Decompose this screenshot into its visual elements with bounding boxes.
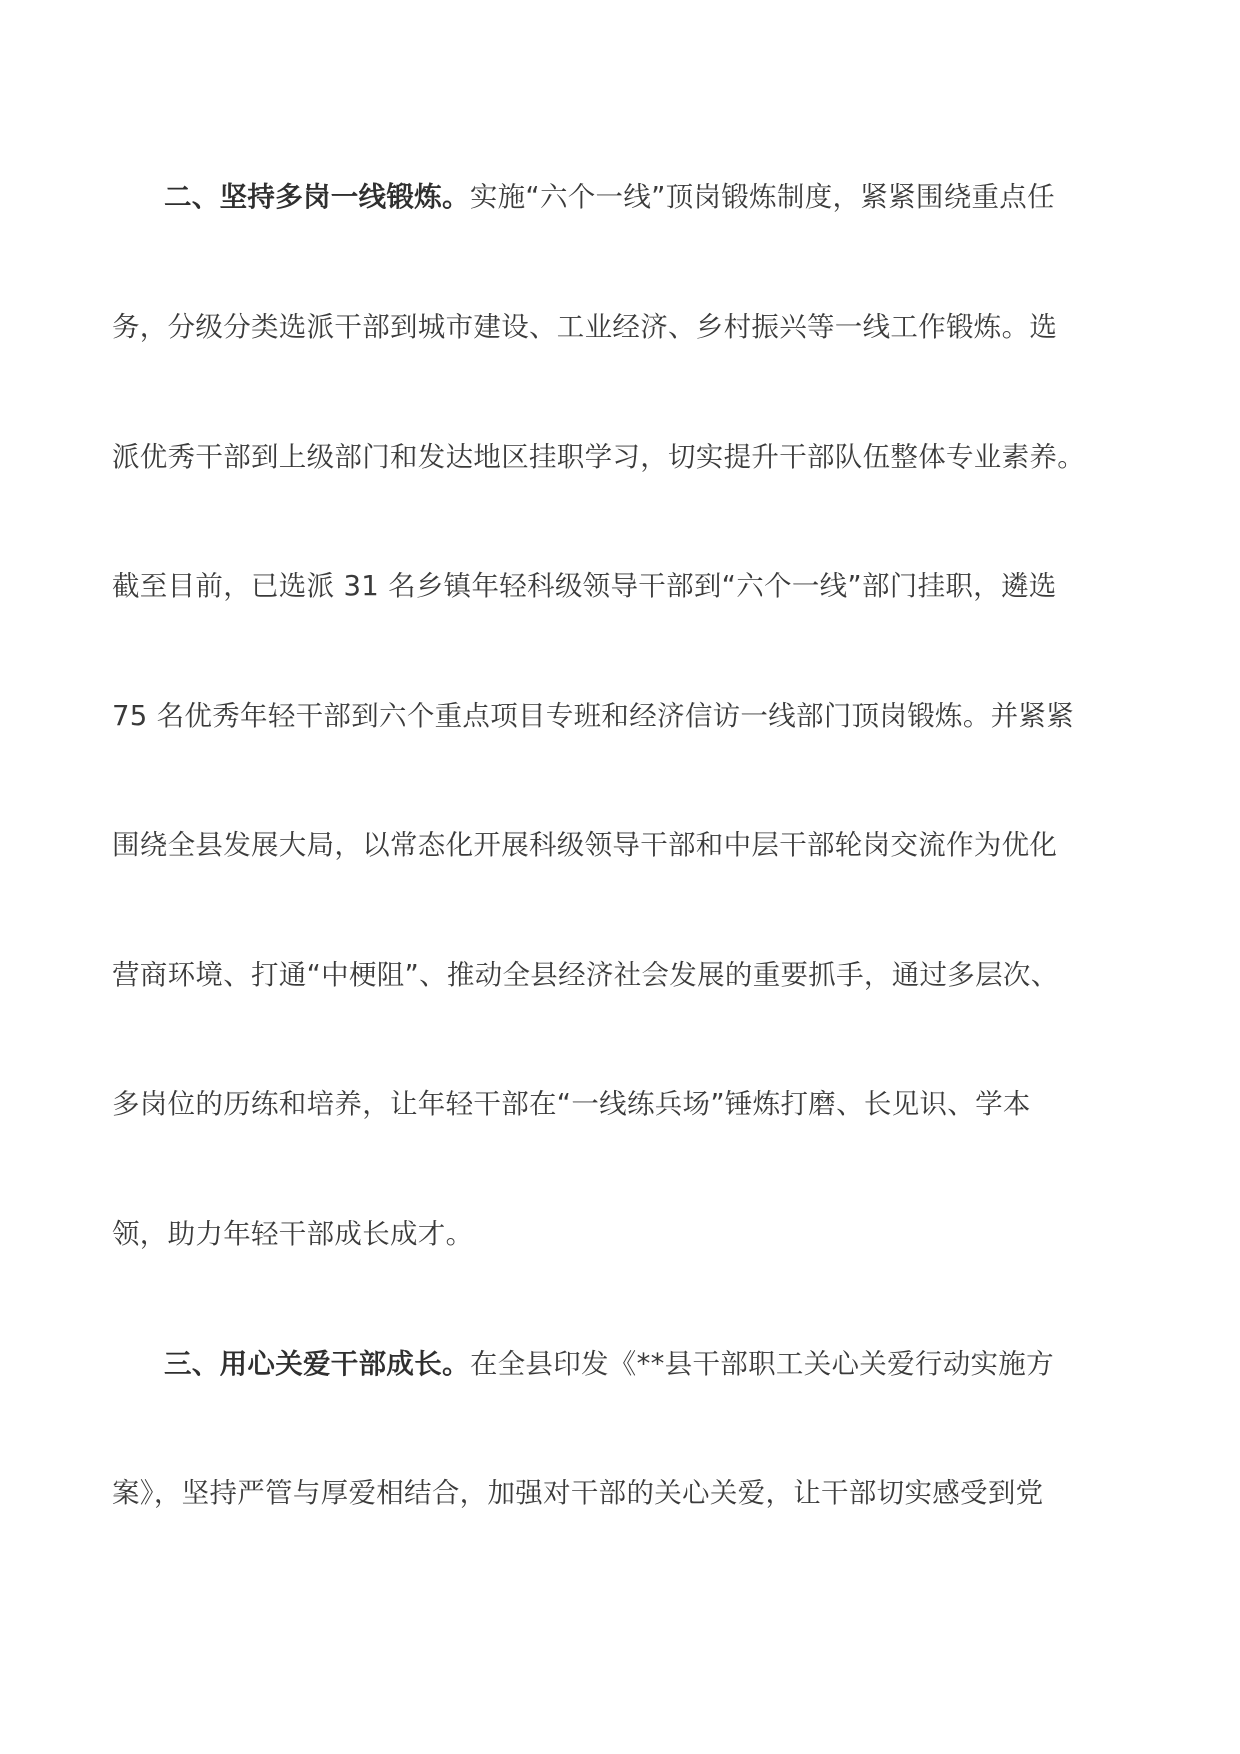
paragraph-3-line: 案》，坚持严管与厚爱相结合，加强对干部的关心关爱，让干部切实感受到党 xyxy=(112,1477,1044,1509)
paragraph-2-heading: 二、坚持多岗一线锻炼。 xyxy=(164,181,470,213)
paragraph-2-line: 营商环境、打通“中梗阻”、推动全县经济社会发展的重要抓手，通过多层次、 xyxy=(112,959,1059,991)
paragraph-2-line: 务，分级分类选派干部到城市建设、工业经济、乡村振兴等一线工作锻炼。选 xyxy=(112,311,1058,343)
paragraph-2-line: 领，助力年轻干部成长成才。 xyxy=(112,1218,474,1250)
paragraph-2-text: 实施“六个一线”顶岗锻炼制度，紧紧围绕重点任 xyxy=(469,181,1055,213)
paragraph-3-line-1 xyxy=(164,1344,1204,1384)
paragraph-2-line: 75 名优秀年轻干部到六个重点项目专班和经济信访一线部门顶岗锻炼。并紧紧 xyxy=(112,700,1075,732)
paragraph-3-heading: 三、用心关爱干部成长。 xyxy=(164,1348,470,1380)
paragraph-3-text: 在全县印发《**县干部职工关心关爱行动实施方 xyxy=(469,1348,1054,1380)
paragraph-2-line: 多岗位的历练和培养，让年轻干部在“一线练兵场”锤炼打磨、长见识、学本 xyxy=(112,1088,1031,1120)
paragraph-2-line: 截至目前，已选派 31 名乡镇年轻科级领导干部到“六个一线”部门挂职，遴选 xyxy=(112,570,1057,602)
paragraph-2-line: 围绕全县发展大局，以常态化开展科级领导干部和中层干部轮岗交流作为优化 xyxy=(112,829,1058,861)
paragraph-2-line-1 xyxy=(164,177,1204,217)
paragraph-2-line: 派优秀干部到上级部门和发达地区挂职学习，切实提升干部队伍整体专业素养。 xyxy=(112,441,1085,473)
